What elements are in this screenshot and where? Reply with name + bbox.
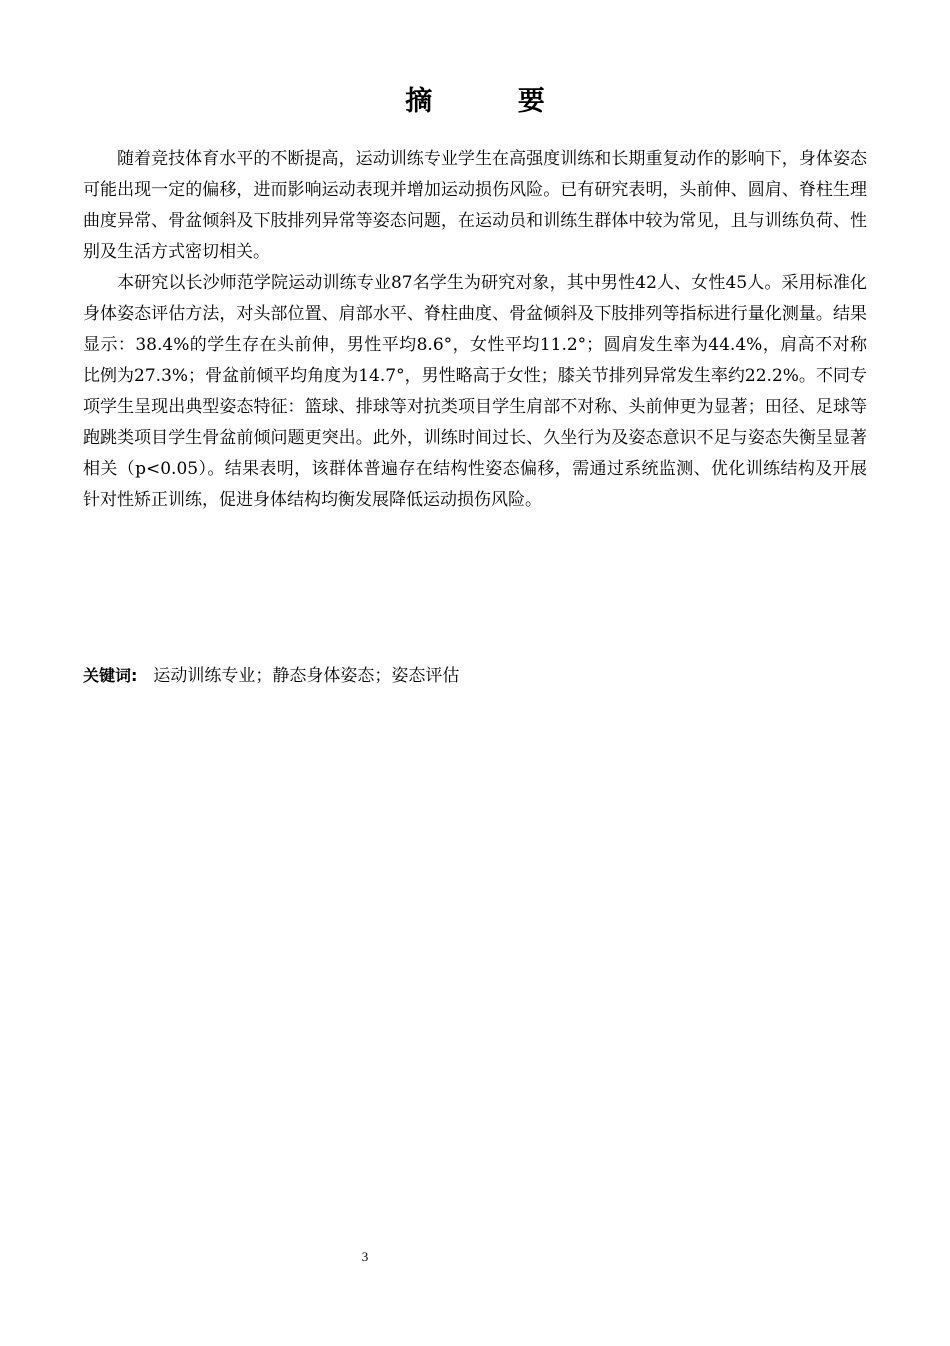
abstract-title: 摘 要 — [405, 86, 583, 117]
abstract-paragraph-1: 随着竞技体育水平的不断提高，运动训练专业学生在高强度训练和长期重复动作的影响下，身体姿态可能出现一定的偏移，进而影响运动表现并增加运动损伤风险。已有研究表明，头前伸、圆肩、脊柱生理曲度异常、骨盆倾斜及下肢排列异常等姿态问题，在运动员和训练生群体中较为常见，且与训练负荷、性别及生活方式密切相关。 — [83, 149, 867, 262]
keywords-line — [83, 660, 867, 692]
abstract-body — [83, 144, 867, 516]
keywords-text: 运动训练专业；静态身体姿态；姿态评估 — [153, 666, 460, 686]
keywords-label: 关键词: — [83, 666, 138, 685]
page-number: 3 — [361, 1249, 369, 1264]
abstract-paragraph-2: 本研究以长沙师范学院运动训练专业87名学生为研究对象，其中男性42人、女性45人。采用标准化身体姿态评估方法，对头部位置、肩部水平、脊柱曲度、骨盆倾斜及下肢排列等指标进行量化测量。结果显示：38.4%的学生存在头前伸，男性平均8.6°，女性平均11.2°；圆肩发生率为44.4%，肩高不对称比例为27.3%；骨盆前倾平均角度为14.7°，男性略高于女性；膝关节排列异常发生率约22.2%。不同专项学生呈现出典型姿态特征：篮球、排球等对抗类项目学生肩部不对称、头前伸更为显著；田径、足球等跑跳类项目学生骨盆前倾问题更突出。此外，训练时间过长、久坐行为及姿态意识不足与姿态失衡呈显著相关（p<0.05）。结果表明，该群体普遍存在结构性姿态偏移，需通过系统监测、优化训练结构及开展针对性矫正训练，促进身体结构均衡发展降低运动损伤风险。 — [83, 273, 867, 510]
